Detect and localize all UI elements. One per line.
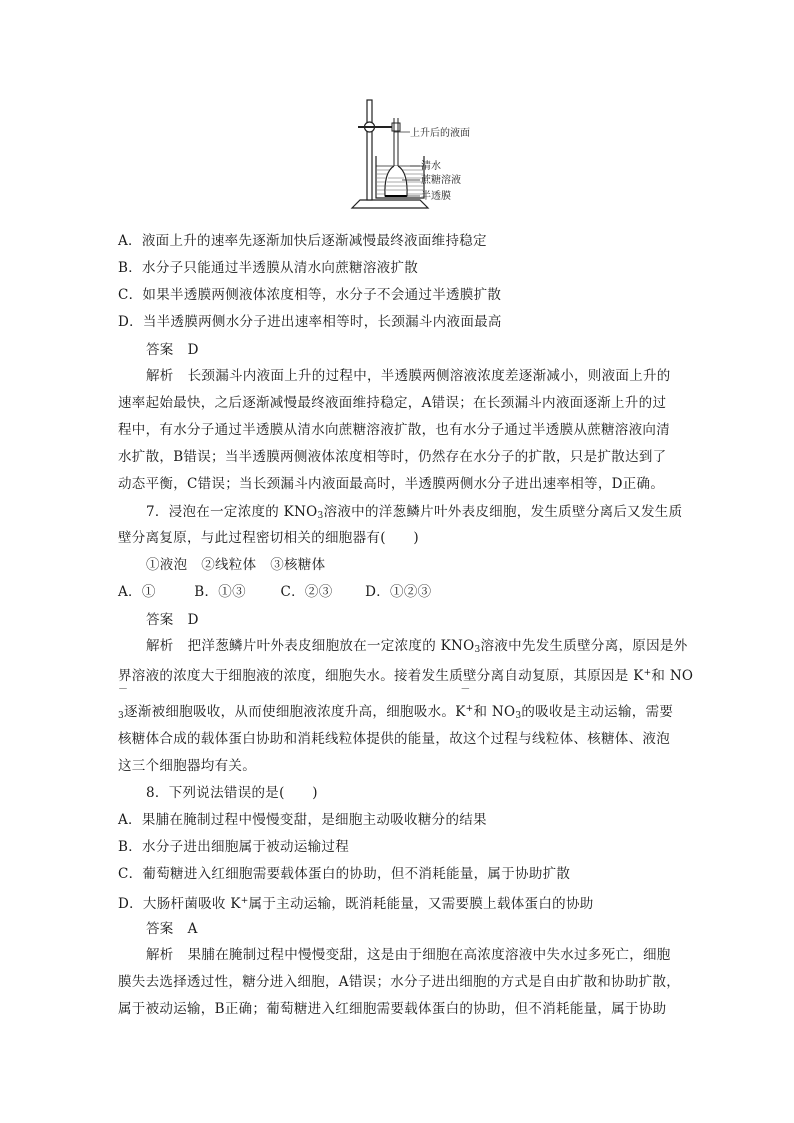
answer-value: D <box>187 612 199 628</box>
superscript: + <box>465 704 474 714</box>
analysis-text: 的吸收是主动运输，需要 <box>521 704 674 720</box>
analysis-text: 界溶液的浓度大于细胞液的浓度，细胞失水。接着发生质壁分离自动复原，其原因是 K <box>118 668 644 684</box>
analysis-text: 果脯在腌制过程中慢慢变甜，这是由于细胞在高浓度溶液中失水过多死亡，细胞 <box>187 947 671 963</box>
q6-option-a: A．液面上升的速率先逐渐加快后逐渐减慢最终液面维持稳定 <box>118 233 487 249</box>
subscript: 3 <box>118 711 125 721</box>
answer-label: 答案 <box>146 342 174 358</box>
q7-analysis-line <box>118 700 688 725</box>
label-water: 清水 <box>421 161 441 172</box>
q8-answer <box>146 920 716 938</box>
q8-analysis-line: 属于被动运输，B正确；葡萄糖进入红细胞需要载体蛋白的协助，但不消耗能量，属于协助 <box>118 1001 667 1017</box>
q6-analysis-line <box>146 367 716 385</box>
option-text: D．大肠杆菌吸收 K <box>118 896 241 912</box>
q6-analysis-line: 速率起始最快，之后逐渐减慢最终液面维持稳定，A错误；在长颈漏斗内液面逐渐上升的过 <box>118 395 667 411</box>
analysis-text: 逐渐被细胞吸收，从而使细胞液浓度升高，细胞吸水。K <box>124 704 466 720</box>
q7-option-d: D．①②③ <box>365 584 432 600</box>
analysis-label: 解析 <box>146 638 174 654</box>
q6-analysis-line: 水扩散，B错误；当半透膜两侧液体浓度相等时，仍然存在水分子的扩散，只是扩散达到了 <box>118 449 667 465</box>
q7-option-a: A．① <box>118 584 156 600</box>
subscript: 3 <box>317 511 324 521</box>
superscript: + <box>643 668 652 678</box>
q7-option-c: C．②③ <box>280 584 333 600</box>
analysis-text: 和 NO <box>473 704 516 720</box>
q7-options <box>118 583 688 601</box>
analysis-text: 和 NO <box>651 668 694 684</box>
q6-answer <box>146 341 716 359</box>
q8-option-d <box>118 892 688 913</box>
analysis-label: 解析 <box>146 947 174 963</box>
q8-analysis-line <box>146 946 716 964</box>
superscript: + <box>240 896 249 906</box>
q7-items: ①液泡 ②线粒体 ③核糖体 <box>146 557 326 573</box>
q8-option-b: B．水分子进出细胞属于被动运输过程 <box>118 839 350 855</box>
subscript: 3 <box>474 645 481 655</box>
q6-option-d: D．当半透膜两侧水分子进出速率相等时，长颈漏斗内液面最高 <box>118 314 502 330</box>
q6-option-b: B．水分子只能通过半透膜从清水向蔗糖溶液扩散 <box>118 260 419 276</box>
q7-stem-cont: 壁分离复原，与此过程密切相关的细胞器有( ) <box>118 530 419 546</box>
label-membrane: 半透膜 <box>421 191 451 202</box>
analysis-label: 解析 <box>146 368 174 384</box>
stem-text: 7．浸泡在一定浓度的 KNO <box>146 504 318 520</box>
q7-analysis-line <box>118 664 694 685</box>
q6-analysis-line: 动态平衡，C错误；当长颈漏斗内液面最高时，半透膜两侧水分子进出速率相等，D正确。 <box>118 476 665 492</box>
q7-answer <box>146 611 716 629</box>
answer-value: D <box>187 342 199 358</box>
osmosis-apparatus-figure <box>350 96 480 218</box>
q8-analysis-line: 膜失去选择透过性，糖分进入细胞，A错误；水分子进出细胞的方式是自由扩散和协助扩散， <box>118 974 681 990</box>
answer-label: 答案 <box>146 612 174 628</box>
charge-minus: － <box>118 684 129 695</box>
answer-label: 答案 <box>146 921 174 937</box>
q8-stem: 8．下列说法错误的是( ) <box>146 785 318 801</box>
subscript: 3 <box>515 711 522 721</box>
q7-stem <box>146 503 716 525</box>
label-liquid-level: 上升后的液面 <box>410 128 470 139</box>
q6-option-c: C．如果半透膜两侧液体浓度相等，水分子不会通过半透膜扩散 <box>118 287 502 303</box>
analysis-text: 把洋葱鳞片叶外表皮细胞放在一定浓度的 KNO <box>187 638 475 654</box>
answer-value: A <box>187 921 198 937</box>
label-sucrose: 蔗糖溶液 <box>421 175 461 186</box>
q6-analysis-line: 程中，有水分子通过半透膜从清水向蔗糖溶液扩散，也有水分子通过半透膜从蔗糖溶液向清 <box>118 422 670 438</box>
analysis-text: 溶液中先发生质壁分离，原因是外 <box>480 638 688 654</box>
q8-option-a: A．果脯在腌制过程中慢慢变甜，是细胞主动吸收糖分的结果 <box>118 812 487 828</box>
charge-minus: － <box>460 684 471 695</box>
q7-option-b: B．①③ <box>194 584 246 600</box>
apparatus-diagram <box>350 96 480 218</box>
q8-option-c: C．葡萄糖进入红细胞需要载体蛋白的协助，但不消耗能量，属于协助扩散 <box>118 866 571 882</box>
nitrate-ion-marks <box>118 684 688 696</box>
stem-text: 溶液中的洋葱鳞片叶外表皮细胞，发生质壁分离后又发生质 <box>323 504 683 520</box>
q7-analysis-line: 核糖体合成的载体蛋白协助和消耗线粒体提供的能量，故这个过程与线粒体、核糖体、液泡 <box>118 731 670 747</box>
analysis-text: 长颈漏斗内液面上升的过程中，半透膜两侧溶液浓度差逐渐减小，则液面上升的 <box>187 368 671 384</box>
q7-analysis-line: 这三个细胞器均有关。 <box>118 758 256 774</box>
option-text: 属于主动运输，既消耗能量，又需要膜上载体蛋白的协助 <box>248 896 594 912</box>
q7-analysis-line <box>146 637 716 659</box>
